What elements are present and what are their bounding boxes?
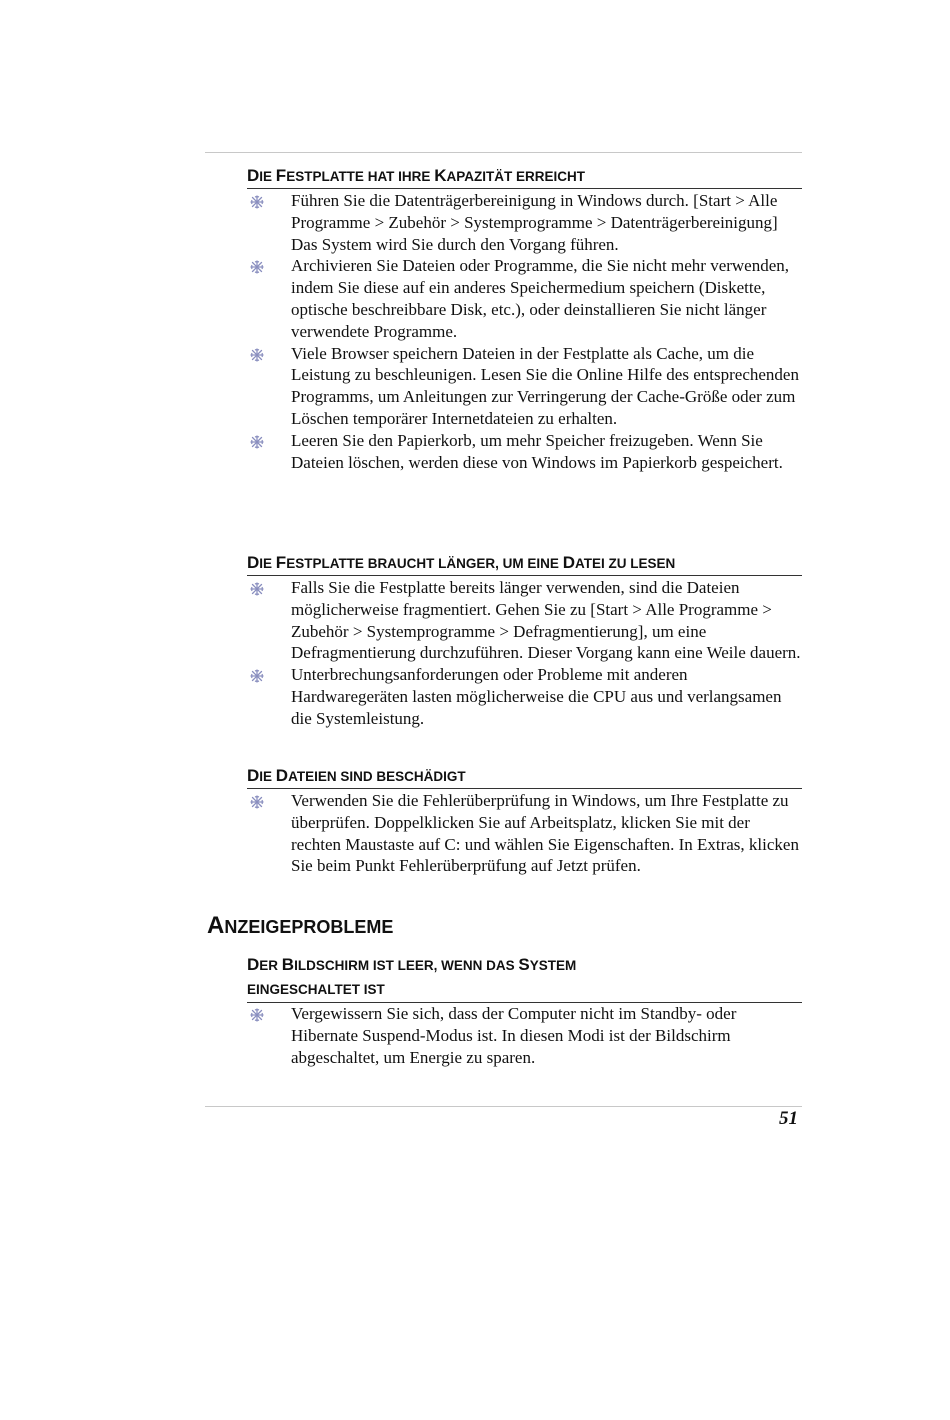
top-rule <box>205 152 802 153</box>
section-heading-3: DIE DATEIEN SIND BESCHÄDIGT <box>247 764 802 789</box>
list-item: Leeren Sie den Papierkorb, um mehr Speicher freizugeben. Wenn Sie Dateien löschen, werden diese von Windows im Papierkorb gespeichert. <box>247 430 802 474</box>
snowflake-bullet-icon <box>250 1006 264 1020</box>
section-4-list <box>247 1003 802 1068</box>
section-heading-4 <box>247 953 802 1003</box>
list-item: Führen Sie die Datenträgerbereinigung in Windows durch. [Start > Alle Programme > Zubehör > Systemprogramme > Datenträgerbereinigung] Das System wird Sie durch den Vorgang führen. <box>247 190 802 255</box>
list-item: Archivieren Sie Dateien oder Programme, die Sie nicht mehr verwenden, indem Sie diese auf ein anderes Speichermedium speichern (Diskette, optische beschreibbare Disk, etc.), oder deinstallieren Sie nicht länger verwendete Programme. <box>247 255 802 342</box>
snowflake-bullet-icon <box>250 258 264 272</box>
snowflake-bullet-icon <box>250 193 264 207</box>
snowflake-bullet-icon <box>250 580 264 594</box>
list-item: Verwenden Sie die Fehlerüberprüfung in Windows, um Ihre Festplatte zu überprüfen. Doppelklicken Sie auf Arbeitsplatz, klicken Sie mit der rechten Maustaste auf C: und wählen Sie Eigenschaften. In Extras, klicken Sie beim Punkt Fehlerüberprüfung auf Jetzt prüfen. <box>247 790 802 877</box>
list-item: Viele Browser speichern Dateien in der Festplatte als Cache, um die Leistung zu beschleunigen. Lesen Sie die Online Hilfe des entsprechenden Programms, um Anleitungen zur Verringerung der Cache-Größe oder zum Löschen temporärer Internetdateien zu erhalten. <box>247 343 802 430</box>
snowflake-bullet-icon <box>250 667 264 681</box>
snowflake-bullet-icon <box>250 793 264 807</box>
snowflake-bullet-icon <box>250 433 264 447</box>
bottom-rule <box>205 1106 802 1107</box>
page-number: 51 <box>779 1108 798 1129</box>
section-1-list <box>247 190 802 473</box>
snowflake-bullet-icon <box>250 346 264 360</box>
chapter-heading: ANZEIGEPROBLEME <box>207 912 394 939</box>
list-item: Vergewissern Sie sich, dass der Computer nicht im Standby- oder Hibernate Suspend-Modus ist. In diesen Modi ist der Bildschirm abgeschaltet, um Energie zu sparen. <box>247 1003 802 1068</box>
list-item: Falls Sie die Festplatte bereits länger verwenden, sind die Dateien möglicherweise fragmentiert. Gehen Sie zu [Start > Alle Programme > Zubehör > Systemprogramme > Defragmentierung], um eine Defragmentierung durchzuführen. Dieser Vorgang kann eine Weile dauern. <box>247 577 802 664</box>
section-heading-1: DIE FESTPLATTE HAT IHRE KAPAZITÄT ERREICHT <box>247 164 802 189</box>
list-item: Unterbrechungsanforderungen oder Probleme mit anderen Hardwaregeräten lasten möglicherweise die CPU aus und verlangsamen die Systemleistung. <box>247 664 802 729</box>
section-heading-2: DIE FESTPLATTE BRAUCHT LÄNGER, UM EINE DATEI ZU LESEN <box>247 551 802 576</box>
section-2-list <box>247 577 802 730</box>
section-heading-4-line-1: DER BILDSCHIRM IST LEER, WENN DAS SYSTEM <box>247 955 577 974</box>
section-3-list <box>247 790 802 877</box>
section-heading-4-line-2: EINGESCHALTET IST <box>247 982 385 997</box>
